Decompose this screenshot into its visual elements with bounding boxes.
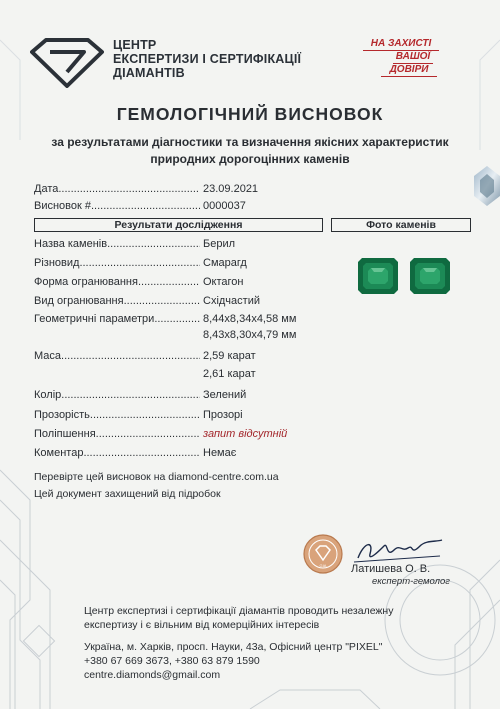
seal-stamp-icon: [303, 534, 343, 574]
footer-phones: +380 67 669 3673, +380 63 879 1590: [84, 655, 260, 667]
subtitle-line1: за результатами діагностики та визначення якісних характеристик: [51, 135, 449, 149]
date-value: 23.09.2021: [203, 183, 259, 195]
protection-note: Цей документ захищений від підробок: [34, 488, 221, 500]
mass-label: Маса .....: [34, 350, 200, 362]
emerald-gem-icon: [358, 258, 398, 294]
clarity-value: Прозорі: [203, 409, 243, 421]
slogan-line1: НА ЗАХИСТІ: [363, 38, 439, 51]
slogan-line3: ДОВІРИ: [381, 64, 437, 77]
footer-line2: експертизу і є вільним від комерційних інтересів: [84, 619, 320, 631]
cut-shape-label: Форма огранювання .....: [34, 276, 200, 288]
subtitle-line2: природних дорогоцінних каменів: [150, 152, 350, 166]
treatment-label: Поліпшення .....: [34, 428, 200, 440]
hologram-sticker-icon: [474, 166, 500, 206]
dimensions-label: Геометричні параметри .....: [34, 313, 200, 325]
comment-value: Немає: [203, 447, 237, 459]
variety-value: Смарагд: [203, 257, 247, 269]
results-header: Результати дослідження: [34, 218, 323, 232]
diamond-logo-icon: [30, 38, 104, 88]
document-title: ГЕМОЛОГІЧНИЙ ВИСНОВОК: [116, 104, 384, 124]
variety-label: Різновид .....: [34, 257, 200, 269]
slogan: [363, 38, 439, 77]
report-number-value: 0000037: [203, 200, 246, 212]
cut-type-value: Східчастий: [203, 295, 260, 307]
dimensions-value-2: 8,43x8,30x4,79 мм: [203, 329, 297, 341]
cut-type-label: Вид огранювання .....: [34, 295, 200, 307]
org-name-line1: ЦЕНТР: [113, 38, 157, 52]
mass-value-1: 2,59 карат: [203, 350, 256, 362]
footer-email: centre.diamonds@gmail.com: [84, 669, 221, 681]
svg-text:GIA: GIA: [319, 563, 327, 568]
org-name-line2: ЕКСПЕРТИЗИ І СЕРТИФІКАЦІЇ: [113, 52, 302, 66]
expert-name: Латишева О. В.: [351, 563, 431, 575]
slogan-line2: ВАШОЇ: [393, 51, 433, 64]
photo-header: Фото каменів: [331, 218, 471, 232]
date-label: Дата .....: [34, 183, 200, 195]
verify-note: Перевірте цей висновок на diamond-centre.com.ua: [34, 471, 279, 483]
cut-shape-value: Октагон: [203, 276, 244, 288]
emerald-gem-icon: [410, 258, 450, 294]
clarity-label: Прозорість .....: [34, 409, 200, 421]
organization-name: [113, 38, 301, 80]
comment-label: Коментар .....: [34, 447, 200, 459]
mass-value-2: 2,61 карат: [203, 368, 256, 380]
stone-name-label: Назва каменів .....: [34, 238, 200, 250]
expert-role: експерт-гемолог: [372, 576, 450, 587]
org-name-line3: ДІАМАНТІВ: [113, 66, 185, 80]
report-number-label: Висновок # .....: [34, 200, 200, 212]
footer-disclaimer: [84, 604, 393, 632]
treatment-value: запит відсутній: [203, 428, 288, 440]
color-label: Колір .....: [34, 389, 200, 401]
color-value: Зелений: [203, 389, 247, 401]
dimensions-value-1: 8,44x8,34x4,58 мм: [203, 313, 297, 325]
footer-address: Україна, м. Харків, просп. Науки, 43а, Офісний центр "PIXEL": [84, 641, 383, 653]
footer-contacts: [84, 640, 382, 682]
stone-name-value: Берил: [203, 238, 236, 250]
footer-line1: Центр експертизі і сертифікації діамантів проводить незалежну: [84, 605, 394, 617]
document-subtitle: [0, 134, 500, 168]
